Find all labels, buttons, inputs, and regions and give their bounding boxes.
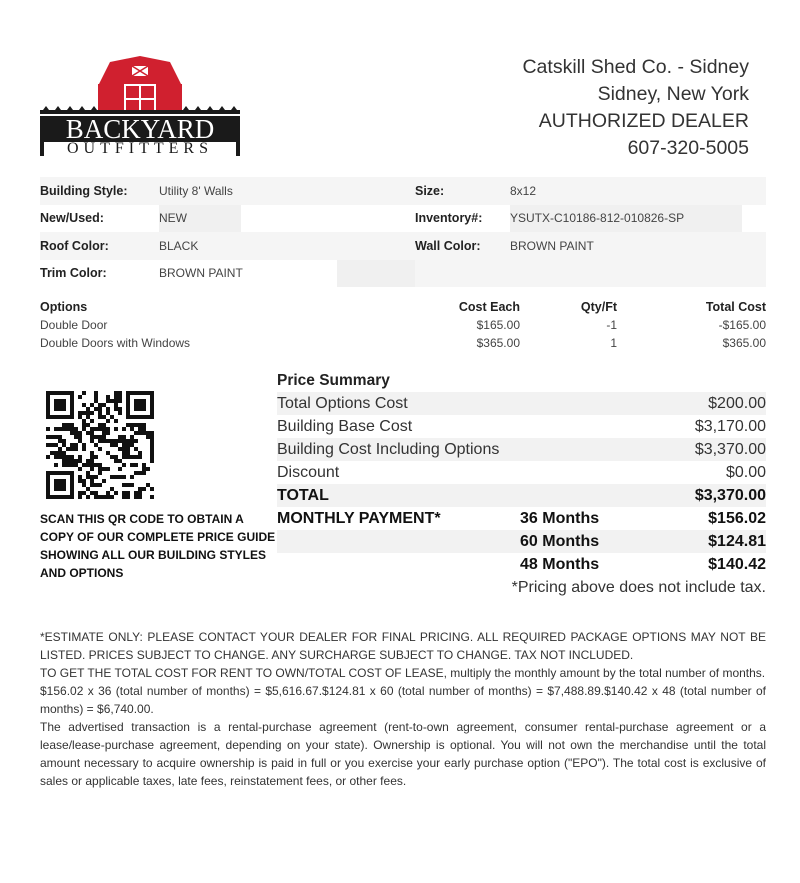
roof-color-value: BLACK <box>159 238 199 253</box>
price-summary <box>277 369 766 600</box>
wall-color-value: BROWN PAINT <box>510 238 594 253</box>
logo-brand-bottom: OUTFITTERS <box>67 140 213 157</box>
wall-color-label: Wall Color: <box>415 238 481 253</box>
options-header-name: Options <box>40 300 88 314</box>
building-info <box>40 177 766 287</box>
payment-row <box>277 553 766 576</box>
summary-amount: $200.00 <box>708 394 766 412</box>
options-header-qty: Qty/Ft <box>580 300 617 314</box>
option-cost: $165.00 <box>476 318 520 332</box>
summary-amount: $3,170.00 <box>694 417 766 435</box>
disclaimer <box>40 628 766 790</box>
disclaimer-total-cost: TO GET THE TOTAL COST FOR RENT TO OWN/TOTAL COST OF LEASE, multiply the monthly amount by the total number of months. <box>40 666 766 680</box>
payment-term: 60 Months <box>520 532 600 550</box>
summary-row-including <box>277 438 766 461</box>
table-row <box>40 316 766 334</box>
building-style-label: Building Style: <box>40 183 128 198</box>
monthly-payment-label: MONTHLY PAYMENT* <box>277 509 441 527</box>
info-row <box>40 232 766 260</box>
options-table <box>40 298 766 352</box>
logo-brand-top: BACKYARD <box>65 114 215 144</box>
option-total: -$165.00 <box>718 318 766 332</box>
dealer-phone[interactable]: 607-320-5005 <box>627 137 749 159</box>
inventory-value: YSUTX-C10186-812-010826-SP <box>510 205 742 233</box>
dealer-info <box>522 54 749 162</box>
dealer-status: AUTHORIZED DEALER <box>538 110 749 132</box>
summary-amount: $3,370.00 <box>694 440 766 458</box>
disclaimer-calculations: $156.02 x 36 (total number of months) = $5,616.67.$124.81 x 60 (total number of months) = $7,488.89.$140.42 x 48 (total number of months) = $6,740.00. <box>40 684 766 716</box>
option-cost: $365.00 <box>476 336 520 350</box>
option-qty: 1 <box>610 336 617 350</box>
summary-label: Total Options Cost <box>277 394 408 412</box>
payment-amount: $124.81 <box>708 532 766 550</box>
summary-total-amount: $3,370.00 <box>694 486 766 504</box>
dealer-name: Catskill Shed Co. - Sidney <box>522 56 749 78</box>
summary-row-discount <box>277 461 766 484</box>
summary-row-total <box>277 484 766 507</box>
new-used-value: NEW <box>159 205 241 233</box>
price-summary-title: Price Summary <box>277 372 390 389</box>
disclaimer-rental-purchase: The advertised transaction is a rental-purchase agreement (rent-to-own agreement, consumer rental-purchase agreement or a lease/lease-purchase agreement, depending on your state). Ownership is optional. You will not own the merchandise until the total amount necessary to acquire ownership is paid in full or you exercise your early purchase option ("EPO"). The total cost is exclusive of sales or applicable taxes, late fees, reinstatement fees, or other fees. <box>40 720 766 788</box>
size-value: 8x12 <box>510 183 537 198</box>
trim-color-value: BROWN PAINT <box>159 266 243 281</box>
size-label: Size: <box>415 183 445 198</box>
option-total: $365.00 <box>722 336 766 350</box>
summary-total-label: TOTAL <box>277 486 329 504</box>
summary-amount: $0.00 <box>725 463 766 481</box>
trim-color-label: Trim Color: <box>40 266 107 281</box>
dealer-location: Sidney, New York <box>597 83 749 105</box>
new-used-label: New/Used: <box>40 211 104 226</box>
qr-caption: SCAN THIS QR CODE TO OBTAIN A COPY OF OUR COMPLETE PRICE GUIDE SHOWING ALL OUR BUILDING STYLES AND OPTIONS <box>40 512 276 580</box>
options-header-cost: Cost Each <box>458 300 520 314</box>
info-row <box>40 177 766 205</box>
qr-code-icon <box>46 391 154 499</box>
disclaimer-estimate: *ESTIMATE ONLY: PLEASE CONTACT YOUR DEALER FOR FINAL PRICING. ALL REQUIRED PACKAGE OPTIONS MAY NOT BE LISTED. PRICES SUBJECT TO CHANGE. ANY SURCHARGE SUBJECT TO CHANGE. TAX NOT INCLUDED. <box>40 630 766 662</box>
info-row <box>40 205 766 233</box>
option-qty: -1 <box>606 318 617 332</box>
summary-label: Discount <box>277 463 340 481</box>
backyard-outfitters-logo <box>40 54 240 158</box>
payment-term: 48 Months <box>520 555 600 573</box>
payment-row <box>277 507 766 530</box>
option-name: Double Door <box>40 318 108 332</box>
payment-term: 36 Months <box>520 509 600 527</box>
inventory-label: Inventory#: <box>415 211 483 226</box>
payment-amount: $156.02 <box>708 509 766 527</box>
summary-row-options <box>277 392 766 415</box>
summary-label: Building Base Cost <box>277 417 413 435</box>
summary-row-base <box>277 415 766 438</box>
building-style-value: Utility 8' Walls <box>159 183 233 198</box>
tax-note: *Pricing above does not include tax. <box>511 579 766 596</box>
info-row <box>40 260 766 288</box>
table-row <box>40 334 766 352</box>
options-header-row <box>40 298 766 316</box>
options-header-total: Total Cost <box>705 300 766 314</box>
roof-color-label: Roof Color: <box>40 238 109 253</box>
option-name: Double Doors with Windows <box>40 336 191 350</box>
summary-label: Building Cost Including Options <box>277 440 500 458</box>
payment-row <box>277 530 766 553</box>
payment-amount: $140.42 <box>708 555 766 573</box>
